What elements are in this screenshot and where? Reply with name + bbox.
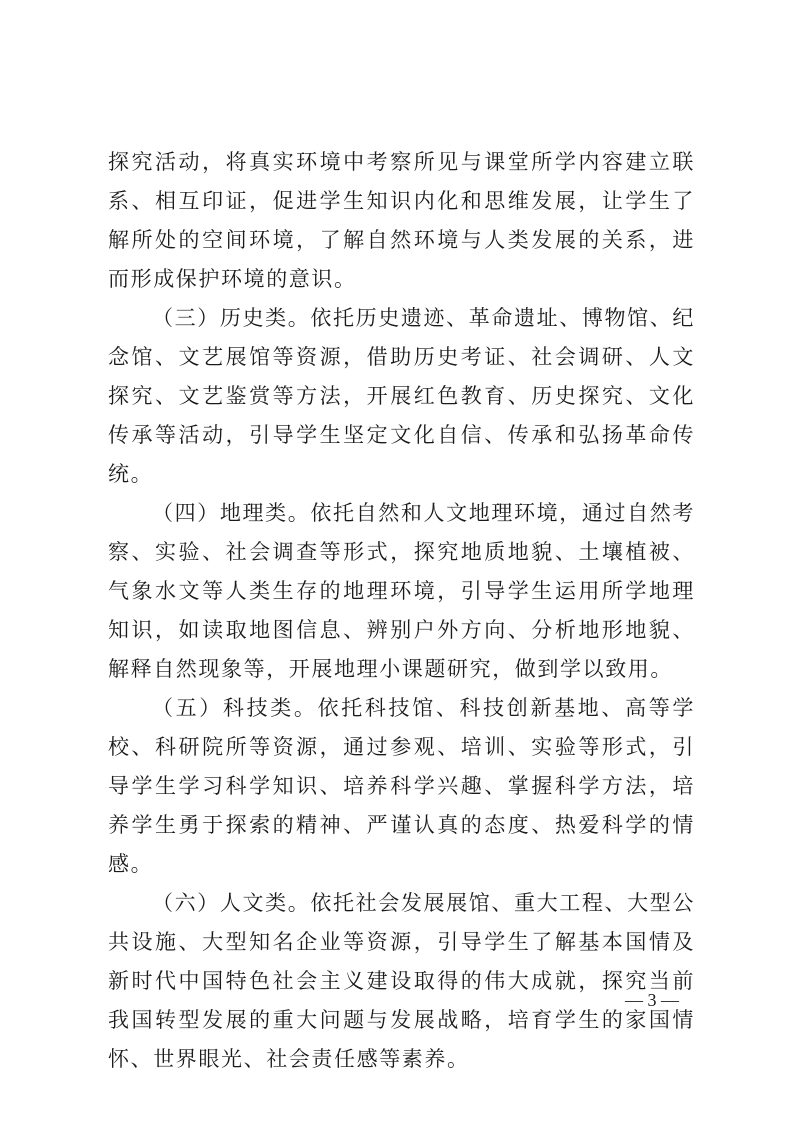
page-number: — 3 — — [625, 990, 679, 1010]
paragraph-history: （三）历史类。依托历史遗迹、革命遗址、博物馆、纪念馆、文艺展馆等资源，借助历史考证、社会调研、人文探究、文艺鉴赏等方法，开展红色教育、历史探究、文化传承等活动，引导学生坚定文化自信、传承和弘扬革命传统。 — [108, 306, 695, 486]
paragraph-geography: （四）地理类。依托自然和人文地理环境，通过自然考察、实验、社会调查等形式，探究地质地貌、土壤植被、气象水文等人类生存的地理环境，引导学生运用所学地理知识，如读取地图信息、辨别户外方向、分析地形地貌、解释自然现象等，开展地理小课题研究，做到学以致用。 — [108, 501, 695, 681]
document-body — [108, 143, 695, 1079]
paragraph-science: （五）科技类。依托科技馆、科技创新基地、高等学校、科研院所等资源，通过参观、培训、实验等形式，引导学生学习科学知识、培养科学兴趣、掌握科学方法，培养学生勇于探索的精神、严谨认真的态度、热爱科学的情感。 — [108, 696, 695, 876]
paragraph-continuation: 探究活动，将真实环境中考察所见与课堂所学内容建立联系、相互印证，促进学生知识内化和思维发展，让学生了解所处的空间环境，了解自然环境与人类发展的关系，进而形成保护环境的意识。 — [108, 150, 695, 291]
paragraph-humanities: （六）人文类。依托社会发展展馆、重大工程、大型公共设施、大型知名企业等资源，引导学生了解基本国情及新时代中国特色社会主义建设取得的伟大成就，探究当前我国转型发展的重大问题与发展战略，培育学生的家国情怀、世界眼光、社会责任感等素养。 — [108, 891, 695, 1071]
